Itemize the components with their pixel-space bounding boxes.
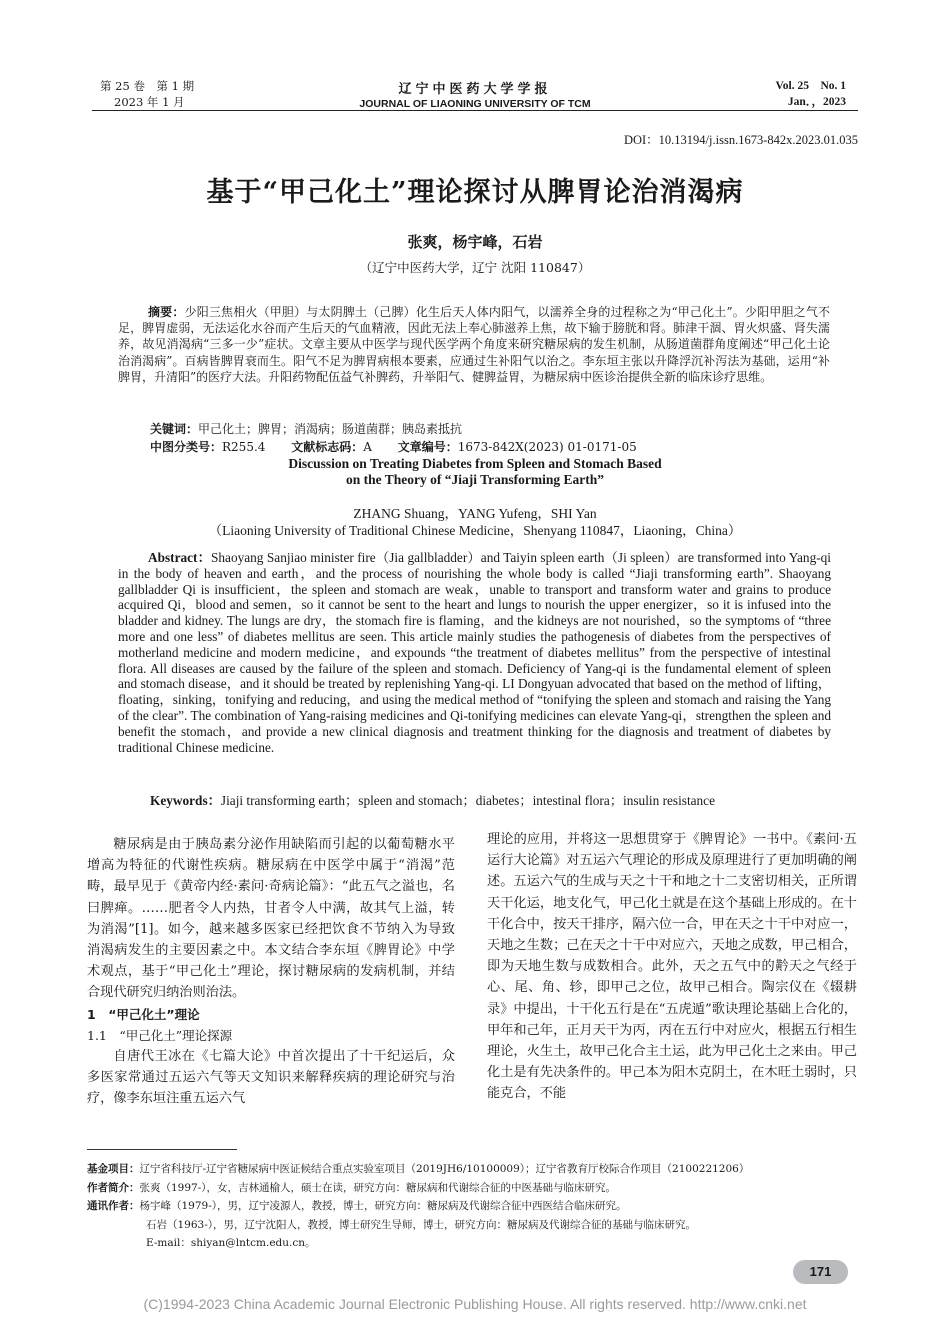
abstract-cn (118, 304, 830, 385)
body-right-column (487, 829, 857, 1105)
subsection-heading-1-1: 1.1 “甲己化土”理论探源 (87, 1027, 233, 1043)
title-en-line1: Discussion on Treating Diabetes from Spleen and Stomach Based (288, 456, 662, 471)
doc-code-value: A (363, 440, 372, 454)
affiliation-en: （Liaoning University of Traditional Chinese Medicine，Shenyang 110847，Liaoning，China） (208, 523, 742, 538)
article-no-label: 文章编号： (397, 440, 458, 454)
abstract-en (118, 550, 831, 755)
body-intro-paragraph: 糖尿病是由于胰岛素分泌作用缺陷而引起的以葡萄糖水平增高为特征的代谢性疾病。糖尿病在中医学中属于“消渴”范畴，最早见于《黄帝内经·素问·奇病论篇》：“此五气之溢也，名曰脾瘅。……肥者令人内热，甘者令人中满，故其气上溢，转为消渴”[1]。如今，越来越多医家已经把饮食不节纳入为导致消渴病发生的主要因素之中。本文结合李东垣《脾胃论》中学术观点，基于“甲己化土”理论，探讨糖尿病的发病机制，并结合现代研究归纳治则治法。 (87, 837, 455, 1001)
doc-code-label: 文献标志码： (291, 440, 364, 454)
corresponding-text-2: 石岩（1963-），男，辽宁沈阳人，教授，博士研究生导师，博士，研究方向：糖尿病及代谢综合征的基础与临床研究。 (146, 1218, 697, 1231)
fund-label: 基金项目： (87, 1163, 140, 1175)
journal-name-cn: 辽宁中医药大学学报 (398, 82, 552, 97)
authors: 张爽，杨宇峰，石岩 (407, 233, 543, 251)
header-issue-en (776, 78, 847, 110)
authors-en: ZHANG Shuang，YANG Yufeng，SHI Yan (353, 506, 597, 521)
footnote-rule (87, 1149, 237, 1150)
page-number-badge: 171 (793, 1260, 848, 1284)
corresponding-email: E-mail：shiyan@lntcm.edu.cn。 (146, 1237, 316, 1250)
abstract-cn-label: 摘要： (148, 305, 185, 319)
article-no-value: 1673-842X(2023) 01-0171-05 (457, 440, 637, 454)
corresponding-text-1: 杨宇峰（1979-），男，辽宁凌源人，教授，博士，研究方向：糖尿病及代谢综合征中西医结合临床研究。 (139, 1200, 627, 1213)
clc-label: 中图分类号： (150, 440, 223, 454)
header-issue (100, 78, 194, 110)
affiliation: （辽宁中医药大学，辽宁 沈阳 110847） (359, 260, 591, 275)
keywords-cn (150, 421, 830, 438)
header-date-en: Jan．，2023 (787, 96, 846, 108)
title-en-line2: on the Theory of “Jiaji Transforming Earth” (345, 472, 604, 487)
doi: DOI：10.13194/j.issn.1673-842x.2023.01.035 (623, 133, 858, 147)
header-volume-en: Vol. 25 No. 1 (775, 80, 846, 92)
paper-title: 基于“甲己化土”理论探讨从脾胃论治消渴病 (206, 177, 744, 208)
fund-text: 辽宁省科技厅-辽宁省糖尿病中医证候结合重点实验室项目（2019JH6/10100009）；辽宁省教育厅校际合作项目（2100221206） (139, 1163, 750, 1175)
abstract-en-text: Shaoyang Sanjiao minister fire（Jia gallbladder）and Taiyin spleen earth（Ji spleen）are transformed into Yang-qi in the body of heaven and earth，and the process of nourishing the whole body is called “Jiaji transforming earth”. Shaoyang gallbladder Qi is insufficient，the spleen and stomach are weak，unable to transport and transform water and grains to produce acquired Qi，blood and semen，so it cannot be sent to the heart and lungs to nourish the upper energizer，so it is infused into the bladder and kidney. The lungs are dry，the stomach fire is flaming，and the kidneys are not nourished，so the symptoms of “three more and one less” of diabetes mellitus are seen. This article mainly studies the pathogenesis of diabetes from the perspectives of motherland medicine and modern medicine，and expounds “the treatment of diabetes mellitus” from the perspective of intestinal flora. All diseases are caused by the failure of the spleen and stomach. Deficiency of Yang-qi is the fundamental element of spleen and stomach disease，and it should be treated by replenishing Yang-qi. LI Dongyuan advocated that based on the method of lifting，floating，sinking，tonifying and reducing，and using the medical method of “tonifying the spleen and stomach and raising the Yang of the clear”. The combination of Yang-raising medicines and Qi-tonifying medicines can elevate Yang-qi，strengthen the spleen and benefit the stomach，and provide a new clinical diagnosis and treatment thinking for the diagnosis and treatment of diabetes by traditional Chinese medicine. (118, 550, 831, 755)
body-paragraph-continued: 理论的应用，并将这一思想贯穿于《脾胃论》一书中。《素问·五运行大论篇》对五运六气理论的形成及原理进行了更加明确的阐述。五运六气的生成与天之十干和地之十二支密切相关，正所谓天干化运，地支化气，甲己化土就是在这个基础上形成的。在十干化合中，按天干排序，隔六位一合，甲在天之十干中对应一，天地之生数；己在天之十干中对应六，天地之成数，甲己相合，即为天地生数与成数相合。此外，天之五气中的黅天之气经于心、尾、角、轸，即甲己之位，故甲己相合。陶宗仪在《辍耕录》中提出，十干化五行是在“五虎遁”歌诀理论基础上合化的，甲年和己年，正月天干为丙，丙在五行中对应火，根据五行相生理论，火生土，故甲己化合主土运，此为甲己化土之来由。甲己化土是有先决条件的。甲己本为阳木克阴土，在木旺土弱时，只能克合，不能 (487, 832, 857, 1102)
body-left-column (87, 834, 455, 1110)
clc-value: R255.4 (222, 440, 266, 454)
section-heading-1: 1 “甲己化土”理论 (87, 1006, 200, 1022)
header-rule (92, 110, 858, 111)
paper-title-en (0, 456, 950, 488)
corresponding-label: 通讯作者： (87, 1200, 140, 1213)
abstract-cn-text: 少阳三焦相火（甲胆）与太阴脾土（己脾）化生后天人体内阳气，以濡养全身的过程称之为“甲己化土”。少阳甲胆之气不足，脾胃虚弱，无法运化水谷而产生后天的气血精液，因此无法上奉心肺滋养上焦，故下输于膀胱和肾。肺津干涸、胃火炽盛、肾失濡养，故见消渴病“三多一少”症状。文章主要从中医学与现代医学两个角度来研究糖尿病的发生机制，从肠道菌群角度阐述“甲己化土论治消渴病”。百病皆脾胃衰而生。阳气不足为脾胃病根本要素，应通过生补阳气以治之。李东垣主张以升降浮沉补泻法为基础，运用“补脾胃，升清阳”的医疗大法。升阳药物配伍益气补脾药，升举阳气、健脾益胃，为糖尿病中医诊治提供全新的临床诊疗思维。 (118, 305, 830, 384)
journal-name-en: JOURNAL OF LIAONING UNIVERSITY OF TCM (359, 98, 591, 110)
author-bio-label: 作者简介： (87, 1181, 140, 1194)
keywords-en-label: Keywords： (150, 793, 221, 808)
header-journal (300, 78, 650, 110)
keywords-cn-label: 关键词： (150, 422, 199, 436)
copyright-watermark: (C)1994-2023 China Academic Journal Electronic Publishing House. All rights reserved. http://www.cnki.net (143, 1296, 807, 1312)
keywords-en-text: Jiaji transforming earth；spleen and stomach；diabetes；intestinal flora；insulin resistance (220, 793, 715, 808)
keywords-en (150, 790, 830, 809)
body-paragraph: 自唐代王冰在《七篇大论》中首次提出了十干纪运后，众多医家常通过五运六气等天文知识来解释疾病的理论研究与治疗，像李东垣注重五运六气 (87, 1049, 455, 1107)
header-volume-cn: 第 25 卷 第 1 期 (100, 79, 195, 93)
author-bio-text: 张爽（1997-），女，吉林通榆人，硕士在读，研究方向：糖尿病和代谢综合征的中医基础与临床研究。 (139, 1181, 617, 1194)
abstract-en-label: Abstract： (148, 550, 212, 565)
header-date-cn: 2023 年 1 月 (114, 95, 185, 109)
keywords-cn-text: 甲己化土；脾胃；消渴病；肠道菌群；胰岛素抵抗 (198, 422, 463, 436)
footnotes (87, 1160, 867, 1253)
classification-row (150, 439, 830, 456)
